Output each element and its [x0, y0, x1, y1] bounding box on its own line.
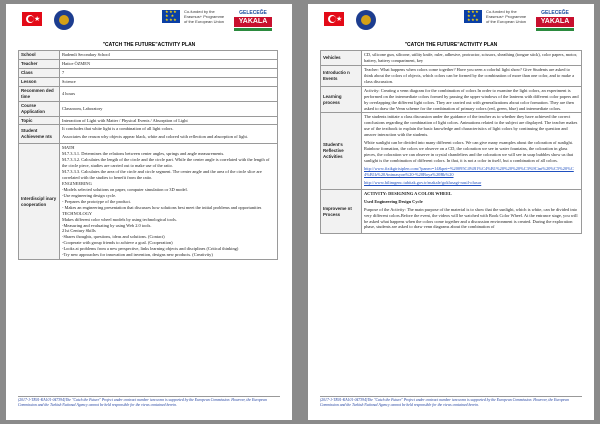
table-row	[321, 113, 582, 189]
ua-logo-icon	[54, 10, 74, 30]
row-value: CD, silicone gun, silicone, utility knife, ruler, adhesive, protractor, scissors, sheathing (tongue stick), color papers, motor, battery, battery compartment, key	[362, 51, 582, 66]
page-right	[308, 4, 594, 420]
row-label: Interdiscipl inary cooperation	[19, 144, 60, 260]
row-label: Lesson	[19, 77, 60, 86]
logo-bottom-text: YAKALA	[536, 17, 574, 27]
eu-flag-icon: ★★★ ★ ★ ★★★	[464, 10, 482, 23]
text-line: -Models selected solutions on paper, computer simulation or 3D model.	[62, 186, 188, 192]
row-value	[362, 189, 582, 234]
row-value	[60, 144, 278, 260]
logo-top-text: GELECEĞE	[239, 10, 267, 16]
text-line: Makes different color wheel models by using technological tools.	[62, 216, 177, 222]
turkey-flag-icon: ★	[22, 12, 42, 26]
table-row	[19, 77, 278, 86]
row-value	[362, 113, 582, 189]
footer-disclaimer: (2017-1-TR01-KA101-047394)The "Catch the Future" Project under contract number icncwcnn is supported by the European Commission. However, the European Commission and the Turkish National Agency cannot be held responsible for the views contained herein.	[18, 396, 280, 420]
table-row	[19, 59, 278, 68]
paragraph: Purpose of the Activity: The main purpose of the material is to show that the sunlight, which is white, can be divided into very different colors.Before the event, the videos will be watched with Book Color Wheel. At the entrance stage, you will be asked what happens when the colors come together and a discussion environment is created. During the exploration phase, students are asked to draw venn diagrams about the combination of	[364, 206, 578, 230]
text-line: -Use engineering design cycle.	[62, 192, 117, 198]
row-label: Introductio n Events	[321, 65, 362, 86]
plan-title: "CATCH THE FUTURE"ACTIVITY PLAN	[404, 42, 498, 48]
achievement-line: Associates the reason why objects appear black, white and colored with reflection and absorption of light.	[62, 134, 248, 140]
gelecege-yakala-logo	[234, 10, 272, 36]
reference-link[interactable]: http://www.bilimgenc.tubitak.gov.tr/makale/goklusagi-nasil-olusur	[364, 179, 482, 185]
reference-link[interactable]: http://www.fizikgirisiplen.com/?paneo=14&pet=%20095C4%B1%C4%B1%20%20%20%C3%9Cint%20%C5%20%C4%B1k%20Animasyon%20-%20Boya%20Bk%20	[364, 165, 574, 177]
row-label: School	[19, 51, 60, 60]
row-label: Recommen ded time	[19, 86, 60, 101]
text-line: M.7.3.3.3. Calculates the area of the circle and circle segment. The center angle and the area of the circle slice are correlated with the studies to benefit from the ratio.	[62, 169, 262, 180]
page-left	[6, 4, 292, 420]
text-line: -Try new approaches for innovation and invention, designs new products. (Creativity)	[62, 252, 213, 258]
row-label: Vehicles	[321, 51, 362, 66]
row-value: Interaction of Light with Matter / Physical Events / Absorption of Light	[60, 116, 278, 125]
text-line: 21st Century Skills	[62, 228, 96, 234]
row-label: Improveme nt Process	[321, 189, 362, 234]
activity-plan-table	[320, 50, 582, 234]
row-value: 7	[60, 68, 278, 77]
table-row	[19, 51, 278, 60]
table-row	[321, 65, 582, 86]
gelecege-yakala-logo	[536, 10, 574, 36]
text-line: - Prepares the prototype of the product.	[62, 198, 131, 204]
text-line: -Shares thoughts, questions, ideas and solutions. (Contact)	[62, 234, 165, 240]
ua-logo-icon	[356, 10, 376, 30]
achievement-line: It concludes that white light is a combination of all light colors.	[62, 126, 174, 132]
eu-caption: Co-funded by the Erasmus+ Programme of the European Union	[486, 9, 527, 24]
row-value: Activity: Creating a venn diagram for the combination of colors In order to examine the light colors, an experiment is performed on the intermediate colors formed by passing the upper windows of the lanterns with different color papers and by overlapping the different light colors. They are carried out with generalizations about color formation. They are then asked to draw the Venn scheme for the combination of primary colors (red, green, blue) and intermediate colors.	[362, 86, 582, 113]
text-line: -Cooperate with group friends to achieve a goal. (Cooperation)	[62, 240, 173, 246]
table-row	[19, 116, 278, 125]
eu-flag-icon: ★★★ ★ ★ ★★★	[162, 10, 180, 23]
text-line: TECHNOLOGY	[62, 210, 92, 216]
table-row	[19, 68, 278, 77]
page-header	[6, 4, 292, 42]
row-value	[60, 125, 278, 144]
activity-subheading: Used Engineering Design Cycle	[364, 198, 423, 204]
activity-heading: ACTIVITY: DESIGNING A COLOR WHEEL	[364, 190, 452, 196]
paragraph: The students initiate a class discussion under the guidance of the teacher as to whether they have achieved the correct conclusions regarding the combination of light colors. Animations related to the subject are displayed. The teacher makes use of the textbook to explain the basic knowledge and characteristics of light colors by continuing the question and answer interaction with the students.	[364, 114, 578, 138]
row-value: Bademli Secondary School	[60, 51, 278, 60]
table-row	[19, 144, 278, 260]
text-line: - Makes an engineering presentation that discusses how solutions best meet the initial problems and opportunities	[62, 204, 262, 210]
text-line: -Looks at problems from a new perspective, links learning objects and disciplines (Critical thinking)	[62, 246, 239, 252]
logo-bottom-text: YAKALA	[234, 17, 272, 27]
text-line: -Measuring and evaluating by using Web 2.0 tools.	[62, 222, 152, 228]
table-row	[321, 51, 582, 66]
text-line: M.7.3.3.2. Calculates the length of the circle and the circle part. While the center angle is correlated with the length of the circle piece, studies are carried out to make use of the ratio.	[62, 157, 270, 169]
row-value: Science	[60, 77, 278, 86]
row-label: Class	[19, 68, 60, 77]
table-row	[19, 101, 278, 116]
row-label: Topic	[19, 116, 60, 125]
activity-plan-table	[18, 50, 278, 260]
row-label: Student Achieveme nts	[19, 125, 60, 144]
row-label: Student's Reflective Activities	[321, 113, 362, 189]
text-line: MATH	[62, 145, 75, 151]
row-label: Course Application	[19, 101, 60, 116]
table-row	[321, 189, 582, 234]
row-value: Teacher: What happens when colors come together? Have you seen a colorful light show? Give Students are asked to think about the colors of objects, which colors can be formed by the combination of more than one color, and to make a class discussion.	[362, 65, 582, 86]
turkey-flag-icon: ★	[324, 12, 344, 26]
page-header	[308, 4, 594, 42]
logo-top-text: GELECEĞE	[541, 10, 569, 16]
table-row	[321, 86, 582, 113]
table-row	[19, 125, 278, 144]
row-value: Hatice ÖZMEN	[60, 59, 278, 68]
row-value: 4 hours	[60, 86, 278, 101]
footer-disclaimer: (2017-1-TR01-KA101-047394)The "Catch the Future" Project under contract number icncwcnn is supported by the European Commission. However, the European Commission and the Turkish National Agency cannot be held responsible for the views contained herein.	[320, 396, 582, 420]
row-label: Learning process	[321, 86, 362, 113]
plan-title: "CATCH THE FUTURE"ACTIVITY PLAN	[102, 42, 196, 48]
row-value: Classroom, Laboratory	[60, 101, 278, 116]
text-line: ENGINEERING	[62, 180, 92, 186]
text-line: M.7.3.3.1. Determines the relations between center angles, springs and angle measurements.	[62, 151, 225, 157]
paragraph: White sunlight can be divided into many different colors. We can give many examples about the coloration of sunlight. Rainbow formation, the colors we observe on a CD, the coloration we see in water fountains, the coloration in glass pieces, the coloration we can observe in crystal chandeliers and the coloration we will see in soap bubbles show us that sunlight is the combination of different colors. In that, it is not a color in itself, but a combination of all colors.	[364, 140, 574, 163]
row-label: Teacher	[19, 59, 60, 68]
eu-caption: Co-funded by the Erasmus+ Programme of the European Union	[184, 9, 225, 24]
table-row	[19, 86, 278, 101]
